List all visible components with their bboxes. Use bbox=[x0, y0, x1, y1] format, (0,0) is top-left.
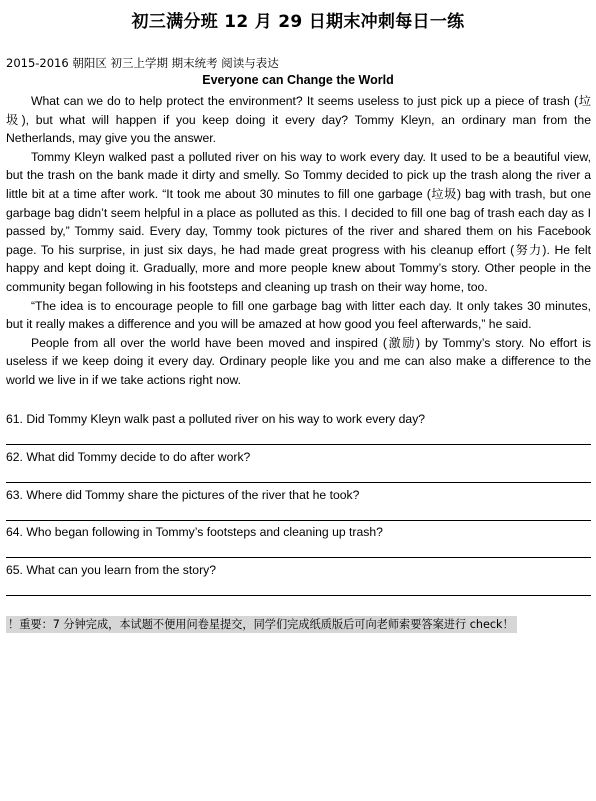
answer-line-61[interactable] bbox=[6, 444, 591, 445]
question-63 bbox=[6, 487, 591, 521]
page-title: 初三满分班 12 月 29 日期末冲刺每日一练 bbox=[131, 12, 465, 32]
question-65 bbox=[6, 562, 591, 596]
question-62-text: 62. What did Tommy decide to do after work? bbox=[6, 450, 251, 464]
exam-source-line: 2015-2016 朝阳区 初三上学期 期末统考 阅读与表达 bbox=[6, 56, 279, 70]
answer-line-63[interactable] bbox=[6, 520, 591, 521]
article-title: Everyone can Change the World bbox=[202, 73, 394, 87]
reading-passage bbox=[6, 92, 591, 390]
question-65-text: 65. What can you learn from the story? bbox=[6, 563, 216, 577]
answer-line-62[interactable] bbox=[6, 482, 591, 483]
passage-paragraph-2: Tommy Kleyn walked past a polluted river on his way to work every day. It used to be a beautiful view, but the trash on the bank made it dirty and smelly. So Tommy decided to pick up the trash along the river a little bit at a time after work. “It took me about 30 minutes to fill one garbage (垃圾) bag with trash, but one garbage bag didn’t seem helpful in a place as polluted as this. I decided to fill one bag of trash each day as I passed by,” Tommy said. Every day, Tommy took pictures of the river and shared them on his Facebook page. To his surprise, in just six days, he had made great progress with his cleanup effort (努力). He felt happy and kept doing it. Gradually, more and more people knew about Tommy’s story. Other people in the community began following in his footsteps and cleaning up trash on their way home, too. bbox=[6, 149, 591, 294]
answer-line-64[interactable] bbox=[6, 557, 591, 558]
question-62 bbox=[6, 449, 591, 483]
question-61-text: 61. Did Tommy Kleyn walk past a polluted river on his way to work every day? bbox=[6, 412, 426, 426]
question-61 bbox=[6, 411, 591, 445]
question-64 bbox=[6, 524, 591, 558]
question-64-text: 64. Who began following in Tommy’s footsteps and cleaning up trash? bbox=[6, 525, 383, 539]
answer-line-65[interactable] bbox=[6, 595, 591, 596]
passage-paragraph-1: What can we do to help protect the environment? It seems useless to just pick up a piece of trash (垃圾), but what will happen if you keep doing it every day? Tommy Kleyn, an ordinary man from the Netherlands, may give you the answer. bbox=[6, 94, 591, 146]
question-63-text: 63. Where did Tommy share the pictures of the river that he took? bbox=[6, 488, 360, 502]
important-notice: ！重要：7 分钟完成，本试题不便用问卷星提交，同学们完成纸质版后可向老师索要答案进行 check！ bbox=[6, 616, 517, 633]
passage-paragraph-3: “The idea is to encourage people to fill one garbage bag with litter each day. It only takes 30 minutes, but it really makes a difference and you will be amazed at how good you feel afterwards,” he said. bbox=[6, 298, 591, 332]
passage-paragraph-4: People from all over the world have been moved and inspired (激励) by Tommy’s story. No effort is useless if we keep doing it every day. Ordinary people like you and me can also make a difference to the world we live in if we take actions right now. bbox=[6, 335, 591, 387]
